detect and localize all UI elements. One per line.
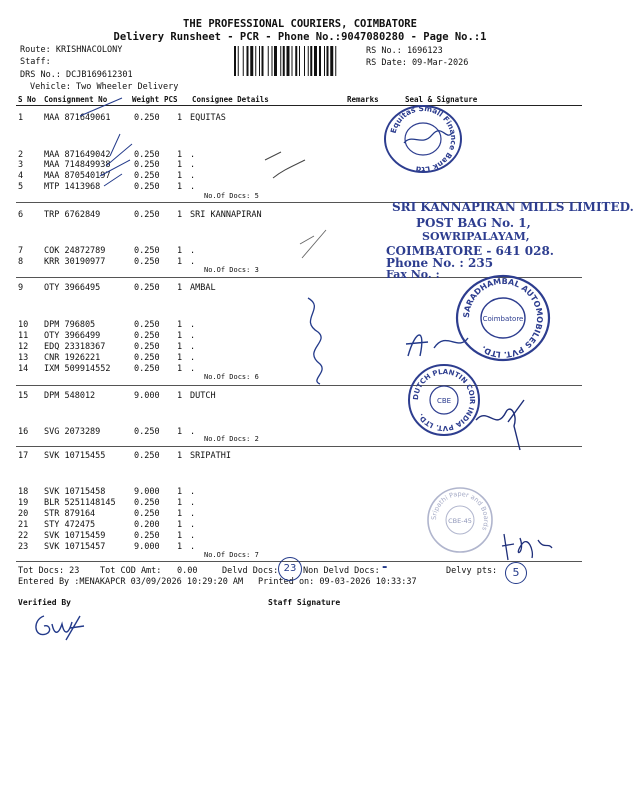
row-weight: 0.250 xyxy=(134,531,160,541)
row-sno: 13 xyxy=(18,353,29,363)
col-pcs: PCS xyxy=(164,95,178,104)
staff-label: Staff: xyxy=(20,57,51,67)
barcode-bar xyxy=(262,46,264,76)
row-sno: 1 xyxy=(18,113,24,123)
row-weight: 0.250 xyxy=(134,283,160,293)
barcode-bar xyxy=(287,46,290,76)
row-sno: 2 xyxy=(18,150,24,160)
row-sno: 18 xyxy=(18,487,29,497)
row-consignment-no: SVK 10715458 xyxy=(44,487,106,497)
saradhambal-seal-stamp xyxy=(448,270,558,366)
entered-by: Entered By :MENAKAPCR 03/09/2026 10:29:20 AM xyxy=(18,577,244,587)
row-weight: 0.250 xyxy=(134,210,160,220)
dutch-center-text: CBE xyxy=(436,397,452,405)
row-weight: 0.250 xyxy=(134,150,160,160)
row-consignment-no: COK 24872789 xyxy=(44,246,106,256)
row-pcs: 1 xyxy=(177,331,183,341)
row-sno: 20 xyxy=(18,509,29,519)
kannapiran-stamp-line: Fax No. : xyxy=(386,268,440,281)
col-sno: S No xyxy=(18,95,37,104)
barcode-bar xyxy=(274,46,277,76)
col-remarks: Remarks xyxy=(347,95,379,104)
header-rule xyxy=(16,105,582,106)
pen-stroke-mark xyxy=(296,224,336,264)
row-pcs: 1 xyxy=(177,320,183,330)
row-consignee: . xyxy=(190,520,196,530)
barcode-bar xyxy=(292,46,293,76)
row-weight: 0.250 xyxy=(134,113,160,123)
spacer xyxy=(620,0,621,1)
equitas-ring-text: Equitas Small Finance Bank Ltd xyxy=(388,103,459,175)
row-sno: 5 xyxy=(18,182,24,192)
row-sno: 16 xyxy=(18,427,29,437)
row-weight: 0.200 xyxy=(134,520,160,530)
kannapiran-stamp-line: COIMBATORE - 641 028. xyxy=(386,244,554,258)
row-consignee: . xyxy=(190,509,196,519)
barcode-bar xyxy=(250,46,253,76)
row-sno: 6 xyxy=(18,210,24,220)
row-consignee: . xyxy=(190,342,196,352)
row-consignment-no: DPM 548012 xyxy=(44,391,96,401)
barcode-bar xyxy=(327,46,329,76)
delivery-points-label: Delvy pts: xyxy=(446,566,498,576)
row-weight: 0.250 xyxy=(134,331,160,341)
col-consignee: Consignee Details xyxy=(192,95,269,104)
row-sno: 9 xyxy=(18,283,24,293)
row-weight: 9.000 xyxy=(134,542,160,552)
col-weight: Weight xyxy=(132,95,160,104)
row-sno: 17 xyxy=(18,451,29,461)
row-consignment-no: IXM 509914552 xyxy=(44,364,111,374)
row-consignee: SRI KANNAPIRAN xyxy=(190,210,262,220)
row-consignee: . xyxy=(190,246,196,256)
row-consignee: . xyxy=(190,150,196,160)
verifier-signature xyxy=(30,610,90,644)
row-consignee: DUTCH xyxy=(190,391,216,401)
row-pcs: 1 xyxy=(177,520,183,530)
row-pcs: 1 xyxy=(177,427,183,437)
barcode-bar xyxy=(272,46,273,76)
row-weight: 0.250 xyxy=(134,342,160,352)
barcode-bar xyxy=(310,46,312,76)
row-consignment-no: DPM 796805 xyxy=(44,320,96,330)
row-weight: 0.250 xyxy=(134,427,160,437)
sripathi-center-text: CBE-45 xyxy=(448,517,472,525)
group-doc-count: No.Of Docs: 3 xyxy=(204,266,259,274)
route-label: Route: KRISHNACOLONY xyxy=(20,45,123,55)
barcode-bar xyxy=(238,46,239,76)
row-pcs: 1 xyxy=(177,353,183,363)
row-sno: 11 xyxy=(18,331,29,341)
row-pcs: 1 xyxy=(177,171,183,181)
row-pcs: 1 xyxy=(177,150,183,160)
runsheet-subtitle: Delivery Runsheet - PCR - Phone No.:9047080280 - Page No.:1 xyxy=(113,31,487,43)
row-weight: 0.250 xyxy=(134,451,160,461)
row-consignment-no: SVG 2073289 xyxy=(44,427,101,437)
row-sno: 3 xyxy=(18,160,24,170)
barcode-bar xyxy=(268,46,269,76)
pen-stroke-mark xyxy=(255,130,315,190)
total-cod-label: Tot COD Amt: xyxy=(100,566,162,576)
row-pcs: 1 xyxy=(177,342,183,352)
barcode-bar xyxy=(280,46,281,76)
group-doc-count: No.Of Docs: 7 xyxy=(204,551,259,559)
row-weight: 9.000 xyxy=(134,487,160,497)
row-consignment-no: TRP 6762849 xyxy=(44,210,101,220)
row-consignment-no: STY 472475 xyxy=(44,520,96,530)
barcode-bar xyxy=(319,46,321,76)
row-weight: 9.000 xyxy=(134,391,160,401)
company-title: THE PROFESSIONAL COURIERS, COIMBATORE xyxy=(183,18,417,30)
row-pcs: 1 xyxy=(177,498,183,508)
non-delivered-value: - xyxy=(382,560,388,575)
consignment-tick-marks xyxy=(60,96,160,196)
kannapiran-stamp-line: POST BAG No. 1, xyxy=(416,216,531,230)
row-pcs: 1 xyxy=(177,542,183,552)
sripathi-seal-stamp xyxy=(424,484,496,556)
barcode-bar xyxy=(308,46,309,76)
row-consignment-no: SVK 10715459 xyxy=(44,531,106,541)
equitas-seal-stamp xyxy=(382,103,464,175)
verified-by-label: Verified By xyxy=(18,598,71,607)
row-consignee: . xyxy=(190,331,196,341)
total-cod-value: 0.00 xyxy=(177,566,198,576)
barcode-bar xyxy=(255,46,256,76)
barcode-bar xyxy=(259,46,260,76)
row-consignee: . xyxy=(190,427,196,437)
row-sno: 21 xyxy=(18,520,29,530)
row-sno: 19 xyxy=(18,498,29,508)
saradhambal-center-text: Coimbatore xyxy=(482,315,524,323)
row-pcs: 1 xyxy=(177,531,183,541)
row-weight: 0.250 xyxy=(134,498,160,508)
dutch-ring-text: DUTCH PLANTIN COIR INDIA PVT. LTD. xyxy=(411,367,477,433)
group-doc-count: No.Of Docs: 2 xyxy=(204,435,259,443)
row-sno: 14 xyxy=(18,364,29,374)
row-consignment-no: OTY 3966495 xyxy=(44,283,101,293)
group-divider xyxy=(16,277,582,278)
printed-on: Printed on: 09-03-2026 10:33:37 xyxy=(258,577,417,587)
row-consignment-no: KRR 30190977 xyxy=(44,257,106,267)
row-sno: 7 xyxy=(18,246,24,256)
ambal-initial-signature xyxy=(402,318,472,366)
vehicle-type: Vehicle: Two Wheeler Delivery xyxy=(30,82,179,92)
delivery-points-value: 5 xyxy=(505,562,527,584)
row-sno: 15 xyxy=(18,391,29,401)
group-divider xyxy=(16,202,582,203)
dutch-plantin-seal-stamp xyxy=(404,360,484,440)
group-divider xyxy=(16,385,582,386)
row-weight: 0.250 xyxy=(134,353,160,363)
row-consignee: . xyxy=(190,364,196,374)
kannapiran-stamp-line: SOWRIPALAYAM, xyxy=(422,230,530,243)
row-sno: 10 xyxy=(18,320,29,330)
row-consignee: . xyxy=(190,171,196,181)
barcode-bar xyxy=(243,46,244,76)
delivered-docs-value: 23 xyxy=(278,557,302,581)
group-doc-count: No.Of Docs: 5 xyxy=(204,192,259,200)
row-pcs: 1 xyxy=(177,487,183,497)
row-consignee: . xyxy=(190,531,196,541)
row-pcs: 1 xyxy=(177,246,183,256)
row-pcs: 1 xyxy=(177,257,183,267)
row-consignee: . xyxy=(190,160,196,170)
rs-number: RS No.: 1696123 xyxy=(366,46,443,56)
row-consignee: . xyxy=(190,542,196,552)
row-weight: 0.250 xyxy=(134,246,160,256)
row-consignment-no: EDQ 23318367 xyxy=(44,342,106,352)
group-divider xyxy=(16,446,582,447)
row-sno: 4 xyxy=(18,171,24,181)
saradhambal-ring-text: SARADHAMBAL AUTOMOBILES PVT. LTD. xyxy=(461,276,545,360)
row-pcs: 1 xyxy=(177,451,183,461)
row-sno: 12 xyxy=(18,342,29,352)
row-consignment-no: SVK 10715457 xyxy=(44,542,106,552)
kannapiran-stamp-line: Phone No. : 235 xyxy=(386,256,494,270)
spacer xyxy=(612,0,613,1)
rs-date: RS Date: 09-Mar-2026 xyxy=(366,58,469,68)
row-pcs: 1 xyxy=(177,113,183,123)
row-weight: 0.250 xyxy=(134,509,160,519)
svg-text:DUTCH PLANTIN COIR INDIA PVT. xyxy=(412,368,476,432)
barcode-bar xyxy=(324,46,325,76)
row-consignee: SRIPATHI xyxy=(190,451,231,461)
row-pcs: 1 xyxy=(177,283,183,293)
ambal-signature xyxy=(290,290,350,386)
row-pcs: 1 xyxy=(177,210,183,220)
sripathi-ring-text: Sripathi Paper and Boards xyxy=(429,489,491,532)
svg-text:Sripathi Paper and Boards xyxy=(430,490,490,532)
row-consignment-no: MTP 1413968 xyxy=(44,182,101,192)
barcode xyxy=(234,46,362,76)
row-consignment-no: SVK 10715455 xyxy=(44,451,106,461)
barcode-bar xyxy=(234,46,236,76)
non-delivered-label: Non Delvd Docs: xyxy=(303,566,380,576)
dutch-signature xyxy=(470,392,534,452)
row-consignee: . xyxy=(190,487,196,497)
total-docs: Tot Docs: 23 xyxy=(18,566,80,576)
barcode-bar xyxy=(335,46,336,76)
row-pcs: 1 xyxy=(177,509,183,519)
row-consignee: EQUITAS xyxy=(190,113,226,123)
col-consignment: Consignment No xyxy=(44,95,108,104)
group-doc-count: No.Of Docs: 6 xyxy=(204,373,259,381)
row-consignment-no: CNR 1926221 xyxy=(44,353,101,363)
row-pcs: 1 xyxy=(177,391,183,401)
row-pcs: 1 xyxy=(177,182,183,192)
staff-signature-label: Staff Signature xyxy=(268,598,341,607)
row-sno: 8 xyxy=(18,257,24,267)
delivered-docs-label: Delvd Docs: xyxy=(222,566,279,576)
row-consignment-no: OTY 3966499 xyxy=(44,331,101,341)
row-consignment-no: BLR 5251148145 xyxy=(44,498,116,508)
barcode-bar xyxy=(314,46,317,76)
barcode-bar xyxy=(295,46,297,76)
row-sno: 22 xyxy=(18,531,29,541)
row-pcs: 1 xyxy=(177,160,183,170)
row-consignment-no: MAA 870540197 xyxy=(44,171,111,181)
row-consignee: . xyxy=(190,353,196,363)
row-weight: 0.250 xyxy=(134,171,160,181)
row-consignment-no: STR 879164 xyxy=(44,509,96,519)
kannapiran-stamp-line: SRI KANNAPIRAN MILLS LIMITED. xyxy=(392,200,634,214)
barcode-bar xyxy=(283,46,285,76)
svg-text:Equitas Small Finance Bank Ltd xyxy=(389,104,458,174)
svg-text:SARADHAMBAL AUTOMOBILES PVT. L xyxy=(462,277,544,359)
row-weight: 0.250 xyxy=(134,364,160,374)
row-consignee: AMBAL xyxy=(190,283,216,293)
barcode-bar xyxy=(330,46,333,76)
barcode-bar xyxy=(299,46,300,76)
row-consignment-no: MAA 871649042 xyxy=(44,150,111,160)
row-consignment-no: MAA 871649061 xyxy=(44,113,111,123)
row-sno: 23 xyxy=(18,542,29,552)
barcode-bar xyxy=(304,46,305,76)
row-weight: 0.250 xyxy=(134,320,160,330)
row-consignee: . xyxy=(190,182,196,192)
barcode-bar xyxy=(247,46,249,76)
row-consignee: . xyxy=(190,257,196,267)
row-weight: 0.250 xyxy=(134,182,160,192)
row-weight: 0.250 xyxy=(134,257,160,267)
row-pcs: 1 xyxy=(177,364,183,374)
drs-number: DRS No.: DCJB169612301 xyxy=(20,70,133,80)
row-consignee: . xyxy=(190,498,196,508)
row-consignment-no: MAA 714849938 xyxy=(44,160,111,170)
col-seal: Seal & Signature xyxy=(405,95,478,104)
row-weight: 0.250 xyxy=(134,160,160,170)
row-consignee: . xyxy=(190,320,196,330)
